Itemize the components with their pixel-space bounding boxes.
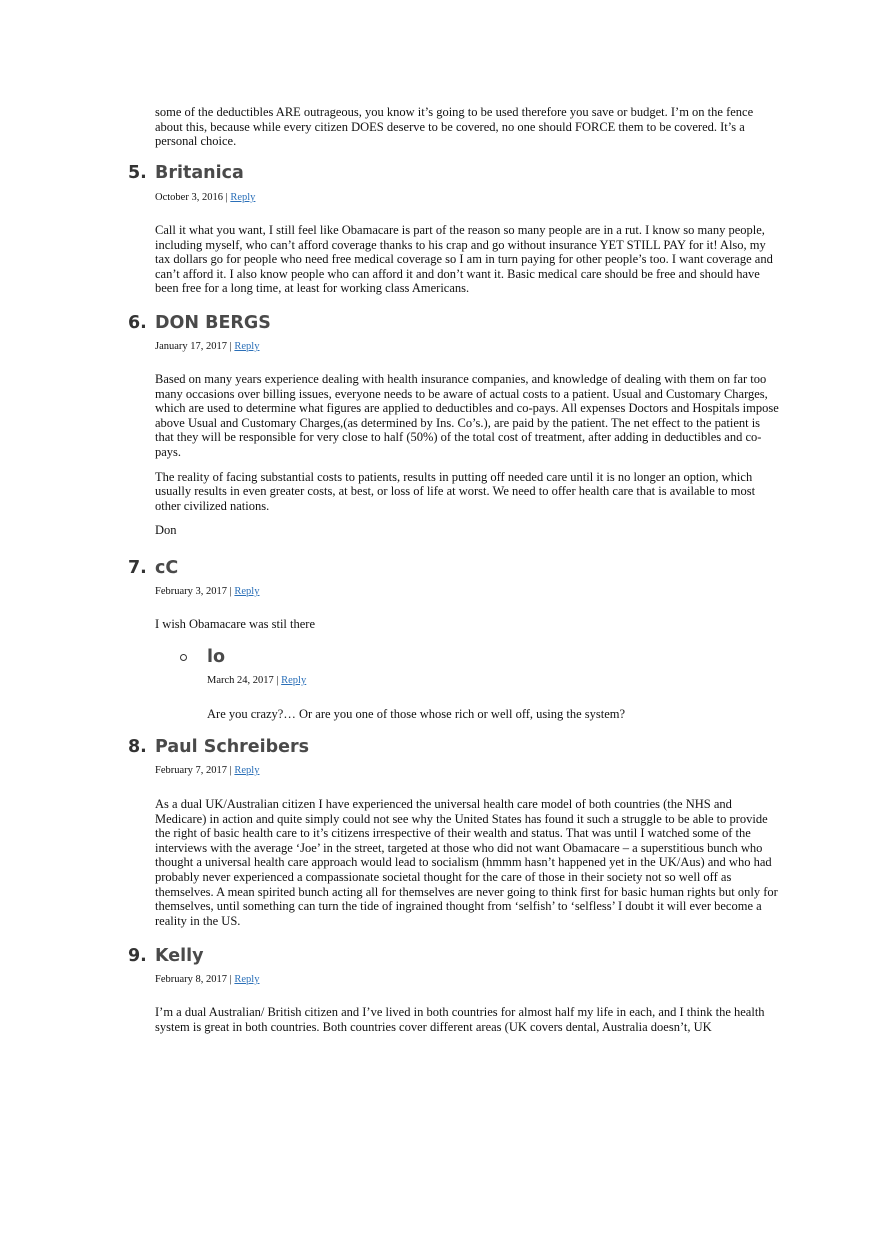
comment-date: February 7, 2017 xyxy=(155,765,228,776)
comment-number: 5. xyxy=(128,163,147,183)
reply-link[interactable]: Reply xyxy=(234,765,260,776)
comment-meta xyxy=(155,585,259,598)
comment-number: 8. xyxy=(128,737,147,757)
comment-author: DON BERGS xyxy=(155,313,271,333)
comment-author: Britanica xyxy=(155,163,244,183)
comment-number: 9. xyxy=(128,946,147,966)
comment-author: cC xyxy=(155,558,179,578)
separator: | xyxy=(229,341,232,352)
separator: | xyxy=(229,765,232,776)
reply-link[interactable]: Reply xyxy=(281,675,307,686)
comment-date: February 3, 2017 xyxy=(155,586,228,597)
comment-paragraph: Are you crazy?… Or are you one of those whose rich or well off, using the system? xyxy=(207,707,626,721)
reply-link[interactable]: Reply xyxy=(234,586,260,597)
separator: | xyxy=(229,974,232,985)
comment-paragraph: Based on many years experience dealing with health insurance companies, and knowledge of dealing with them on far too many occasions over billing issues, everyone needs to be aware of actual costs to a patient. Usual and Customary Charges, which are used to determine what figures are applied to deductibles and co-pays. All expenses Doctors and Hospitals impose above Usual and Customary Charges,(as determined by Ins. Co’s.), are paid by the patient. The net effect to the patient is that they will be responsible for very close to half (50%) of the total cost of treatment, after adding in deductibles and co-pays. xyxy=(155,372,779,459)
comment-body xyxy=(155,223,779,306)
comment-body xyxy=(207,707,779,732)
comment-paragraph: As a dual UK/Australian citizen I have experienced the universal health care model of both countries (the NHS and Medicare) in action and quite simply could not see why the United States has found it such a struggle to be able to provide the right of basic health care to it’s citizens irrespective of their wealth and status. That was until I watched some of the interviews with the average ‘Joe’ in the street, targeted at those who did not want Obamacare – a superstitious bunch who thought a universal health care approach would lead to socialism (hmmm hasn’t happened yet in the UK/Aus) and who had probably never experienced a compassionate societal thought for the care of those in their society not so well off as themselves. A mean spirited bunch acting all for themselves are never going to think first for basic human rights but only for themselves, until something can turn the tide of ingrained thought from ‘selfish’ to ‘selfless’ I doubt it will ever become a reality in the US. xyxy=(155,797,778,928)
reply-link[interactable]: Reply xyxy=(234,974,260,985)
comment-meta xyxy=(155,191,255,204)
comment-body xyxy=(155,797,779,938)
comment-paragraph: I wish Obamacare was stil there xyxy=(155,617,316,631)
comment-paragraph: Call it what you want, I still feel like Obamacare is part of the reason so many people are in a rut. I know so many people, including myself, who can’t afford coverage thanks to his crap and go without insurance YET STILL PAY for it! Also, my tax dollars go for people who need free medical coverage so I am in turn paying for other people’s too. I want coverage and can’t afford it. I also know people who can afford it and don’t want it. Basic medical care should be free and should have been free for a long time, at least for working class Americans. xyxy=(155,223,773,296)
comment-meta xyxy=(155,973,259,986)
comment-meta xyxy=(207,674,306,687)
comment-paragraph: The reality of facing substantial costs to patients, results in putting off needed care until it is no longer an option, which usually results in even greater costs, at best, or loss of life at worst. We need to offer health care that is available to most other civilized nations. xyxy=(155,469,756,513)
comment-body xyxy=(155,617,779,642)
comment-author: Paul Schreibers xyxy=(155,737,310,757)
comment-number: 7. xyxy=(128,558,147,578)
comment-date: January 17, 2017 xyxy=(155,341,228,352)
comment-author: lo xyxy=(207,647,226,667)
comment-meta xyxy=(155,340,259,353)
separator: | xyxy=(229,586,232,597)
circle-bullet-icon xyxy=(180,654,187,661)
comment-date: March 24, 2017 xyxy=(207,675,274,686)
comment-body xyxy=(155,372,779,548)
reply-link[interactable]: Reply xyxy=(234,341,260,352)
separator: | xyxy=(276,675,279,686)
comment-author: Kelly xyxy=(155,946,204,966)
comment-number: 6. xyxy=(128,313,147,333)
comment-date: October 3, 2016 xyxy=(155,192,223,203)
comment-date: February 8, 2017 xyxy=(155,974,228,985)
comment-meta xyxy=(155,764,259,777)
reply-link[interactable]: Reply xyxy=(230,192,256,203)
separator: | xyxy=(225,192,228,203)
intro-paragraph: some of the deductibles ARE outrageous, you know it’s going to be used therefore you save or budget. I’m on the fence about this, because while every citizen DOES deserve to be covered, no one should FORCE them to be covered. It’s a personal choice. xyxy=(155,105,754,149)
comment-paragraph: I’m a dual Australian/ British citizen and I’ve lived in both countries for almost half my life in each, and I think the health system is great in both countries. Both countries cover different areas (UK covers dental, Australia doesn’t, UK xyxy=(155,1005,765,1034)
comment-body xyxy=(155,1005,779,1044)
comment-paragraph: Don xyxy=(155,523,177,538)
